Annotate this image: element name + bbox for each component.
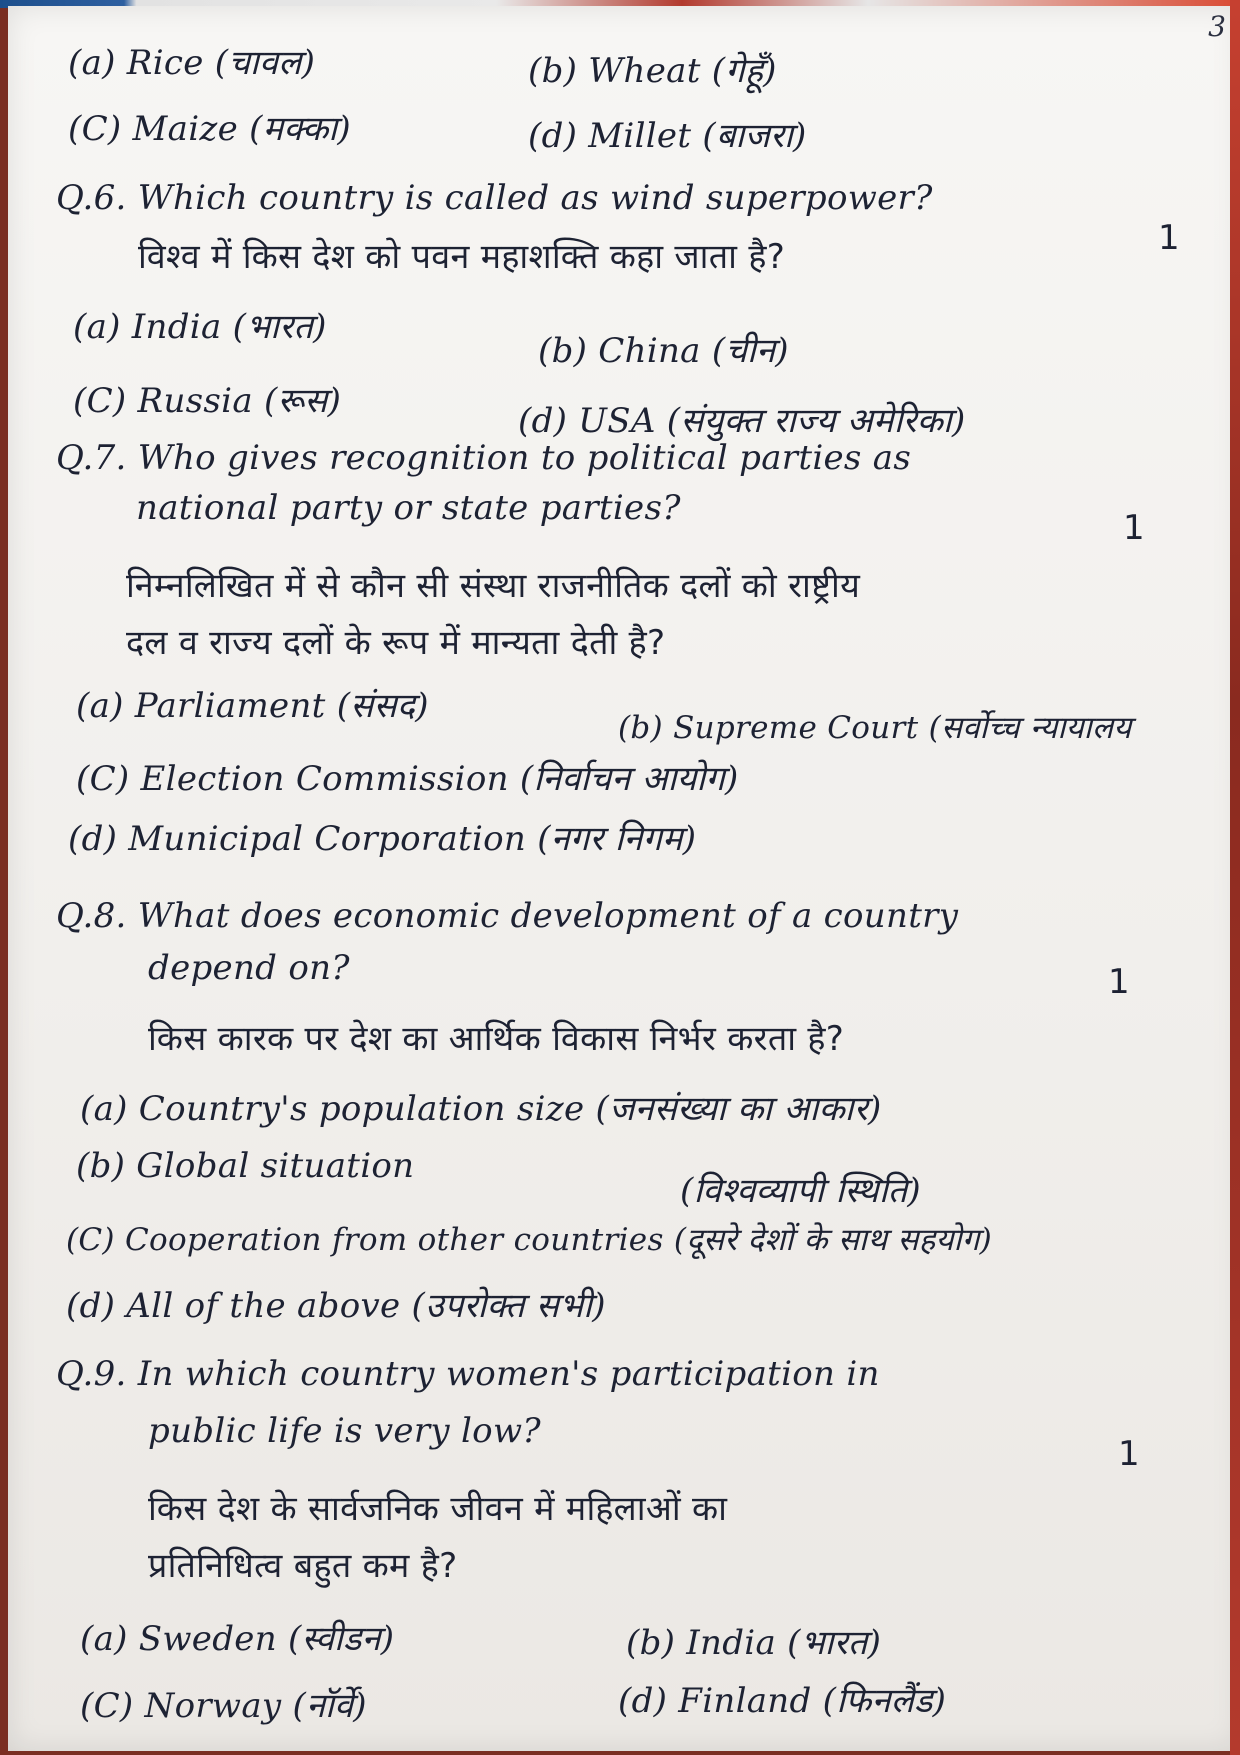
q9-option-b: (b) India (भारत) (626, 1623, 882, 1663)
q6-option-d: (d) USA (संयुक्त राज्य अमेरिका) (518, 401, 966, 441)
q9-question-en-line2: public life is very low? (148, 1411, 541, 1451)
q7-option-c: (C) Election Commission (निर्वाचन आयोग) (76, 759, 739, 799)
q8-mark: 1 (1108, 962, 1130, 1002)
q5-option-b: (b) Wheat (गेहूँ) (528, 51, 777, 91)
q6-option-b: (b) China (चीन) (538, 331, 789, 371)
q7-option-a: (a) Parliament (संसद) (76, 686, 429, 726)
q7-mark: 1 (1123, 508, 1145, 548)
q5-option-a: (a) Rice (चावल) (68, 43, 316, 83)
page-number: 3 (1208, 10, 1226, 43)
q7-question-en-line2: national party or state parties? (136, 488, 681, 528)
q6-question-hi: विश्व में किस देश को पवन महाशक्ति कहा जाता है? (138, 237, 786, 277)
q5-option-c: (C) Maize (मक्का) (68, 109, 351, 149)
q9-option-d: (d) Finland (फिनलैंड) (618, 1681, 947, 1721)
q9-option-c: (C) Norway (नॉर्वे) (80, 1686, 367, 1726)
q8-option-c: (C) Cooperation from other countries (दूसरे देशों के साथ सहयोग) (66, 1222, 992, 1258)
q8-question-en-line1: Q.8. What does economic development of a country (56, 896, 959, 936)
q7-option-d: (d) Municipal Corporation (नगर निगम) (68, 819, 697, 859)
q5-option-d: (d) Millet (बाजरा) (528, 116, 807, 156)
q7-question-hi-line2: दल व राज्य दलों के रूप में मान्यता देती है? (126, 623, 666, 663)
q8-question-en-line2: depend on? (148, 948, 350, 988)
q8-option-b-en: (b) Global situation (76, 1146, 415, 1186)
page-border-right (1230, 0, 1240, 1755)
paper-sheet (8, 6, 1240, 1751)
q9-question-en-line1: Q.9. In which country women's participation in (56, 1354, 880, 1394)
q8-option-b-hi: (विश्वव्यापी स्थिति) (680, 1171, 921, 1211)
q6-mark: 1 (1158, 218, 1180, 258)
q7-option-b: (b) Supreme Court (सर्वोच्च न्यायालय (618, 710, 1132, 746)
q6-question-en: Q.6. Which country is called as wind superpower? (56, 178, 933, 218)
q6-option-a: (a) India (भारत) (73, 307, 327, 347)
q8-option-d: (d) All of the above (उपरोक्त सभी) (66, 1286, 606, 1326)
q8-option-a: (a) Country's population size (जनसंख्या का आकार) (80, 1089, 882, 1129)
q9-question-hi-line2: प्रतिनिधित्व बहुत कम है? (148, 1546, 458, 1586)
q9-mark: 1 (1118, 1434, 1140, 1474)
q7-question-en-line1: Q.7. Who gives recognition to political parties as (56, 438, 912, 478)
q9-question-hi-line1: किस देश के सार्वजनिक जीवन में महिलाओं का (148, 1489, 728, 1529)
q7-question-hi-line1: निम्नलिखित में से कौन सी संस्था राजनीतिक दलों को राष्ट्रीय (126, 566, 861, 606)
q9-option-a: (a) Sweden (स्वीडन) (80, 1619, 395, 1659)
q6-option-c: (C) Russia (रूस) (73, 381, 342, 421)
q8-question-hi: किस कारक पर देश का आर्थिक विकास निर्भर करता है? (148, 1019, 845, 1059)
